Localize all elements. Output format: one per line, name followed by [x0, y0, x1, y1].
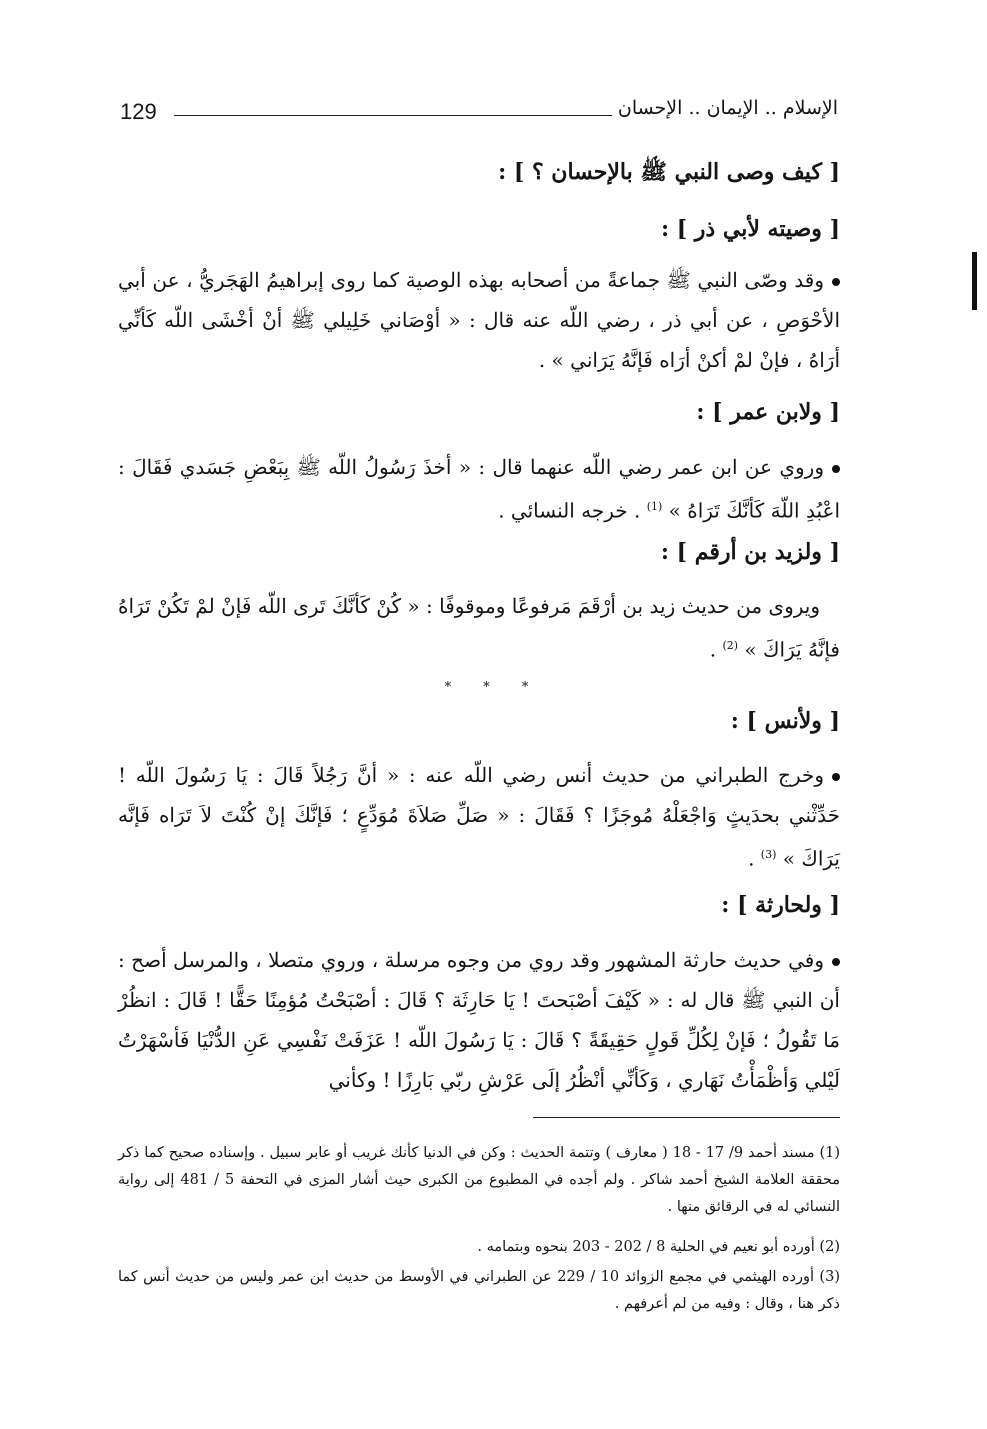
paragraph-text: وخرج الطبراني من حديث أنس رضي اللّه عنه : « أنَّ رَجُلاً قَالَ : يَا رَسُولَ اللّه ! حَدِّثْني بحدَيثٍ وَاجْعَلْهُ مُوجَزًا ؟ فَقَالَ : « صَلِّ صَلاَةَ مُوَدِّعٍ ؛ فَإنَّكَ إنْ كُنْتَ لاَ تَرَاه فَإنَّه يَرَاكَ »	[118, 763, 840, 871]
margin-bar-mark	[972, 252, 977, 310]
footnote-ref: (3)	[760, 848, 777, 861]
paragraph-text-tail: . خرجه النسائي .	[498, 498, 641, 523]
page-header	[120, 95, 838, 135]
paragraph-zayd	[118, 586, 840, 670]
section-heading-haritha: [ ولحارثة ] :	[721, 892, 840, 918]
running-title: الإسلام .. الإيمان .. الإحسان	[617, 97, 838, 119]
footnote-rule	[533, 1117, 840, 1118]
page-number: 129	[120, 99, 157, 124]
footnote-ref: (1)	[646, 500, 663, 513]
section-heading-abu-dhar: [ وصيته لأبي ذر ] :	[660, 216, 840, 242]
section-heading-anas: [ ولأنس ] :	[730, 708, 840, 734]
main-heading: [ كيف وصى النبي ﷺ بالإحسان ؟ ] :	[498, 159, 840, 185]
bullet-icon	[832, 465, 840, 473]
footnote-ref: (2)	[722, 639, 739, 652]
paragraph-text: وفي حديث حارثة المشهور وقد روي من وجوه مرسلة ، وروي متصلا ، والمرسل أصح : أن النبي ﷺ قال له : « كَيْفَ أصْبَحتَ ! يَا حَارِثَة ؟ قَالَ : أصْبَحْتُ مُؤمِنًا حَقًّا ! قَالَ : انظُرْ مَا تَقُولُ ؛ فَإنْ لِكُلِّ قَولٍ حَقِيقَةً ؟ قَالَ : يَا رَسُولَ اللّه ! عَزَفَتْ نَفْسِي عَنِ الدُّنْيَا فَأسْهَرْتُ لَيْلي وَأظْمَأْتُ نَهَاري ، وَكَأنِّي أنْظُرُ إلَى عَرْشِ ربّي بَارِزًا ! وكأني	[118, 948, 840, 1092]
paragraph-abu-dhar	[118, 260, 840, 380]
section-heading-ibn-umar: [ ولابن عمر ] :	[696, 399, 840, 425]
section-heading-zayd: [ ولزيد بن أرقم ] :	[660, 539, 840, 565]
paragraph-text-tail: .	[709, 637, 717, 662]
paragraph-haritha	[118, 940, 840, 1100]
paragraph-text: وروي عن ابن عمر رضي اللّه عنهما قال : « أخذَ رَسُولُ اللّه ﷺ بِبَعْضِ جَسَدي فَقَالَ : اعْبُدِ اللّهَ كَأنَّكَ تَرَاهُ »	[118, 455, 840, 523]
footnote-3: (3) أورده الهيثمي في مجمع الزوائد 10 / 229 عن الطبراني في الأوسط من حديث ابن عمر وليس من حديث أنس كما ذكر هنا ، وقال : وفيه من لم أعرفهم .	[118, 1269, 840, 1312]
bullet-icon	[832, 958, 840, 966]
bullet-icon	[832, 773, 840, 781]
paragraph-text: وقد وصّى النبي ﷺ جماعةً من أصحابه بهذه الوصية كما روى إبراهيمُ الهَجَريُّ ، عن أبي الأحْوَصِ ، عن أبي ذر ، رضي اللّه عنه قال : « أوْصَاني خَلِيلي ﷺ أنْ أخْشَى اللّه كَأنِّي أرَاهُ ، فإنْ لمْ أكنْ أرَاه فَإنَّهُ يَرَاني » .	[118, 268, 840, 372]
section-separator: * * *	[444, 680, 543, 695]
paragraph-text: ويروى من حديث زيد بن أرْقَمَ مَرفوعًا وموقوفًا : « كُنْ كَأنَّكَ تَرى اللّه فَإنْ لمْ تَكُنْ تَرَاهُ فإنَّهُ يَرَاكَ »	[118, 594, 840, 662]
header-rule	[174, 115, 612, 116]
paragraph-anas	[118, 755, 840, 879]
paragraph-ibn-umar	[118, 447, 840, 531]
paragraph-text-tail: .	[748, 846, 755, 871]
footnote-1: (1) مسند أحمد 9/ 17 - 18 ( معارف ) وتتمة الحديث : وكن في الدنيا كأنك غريب أو عابر سبيل . وإسناده صحيح كما ذكر محققة العلامة الشيخ أحمد شاكر . ولم أجده في المطبوع من الكبرى حيث أشار المزى في التحفة 5 / 481 إلى رواية النسائي له في الرقائق منها .	[118, 1145, 841, 1215]
footnote-2: (2) أورده أبو نعيم في الحلية 8 / 202 - 203 بنحوه وبتمامه .	[477, 1239, 840, 1255]
bullet-icon	[832, 278, 840, 286]
